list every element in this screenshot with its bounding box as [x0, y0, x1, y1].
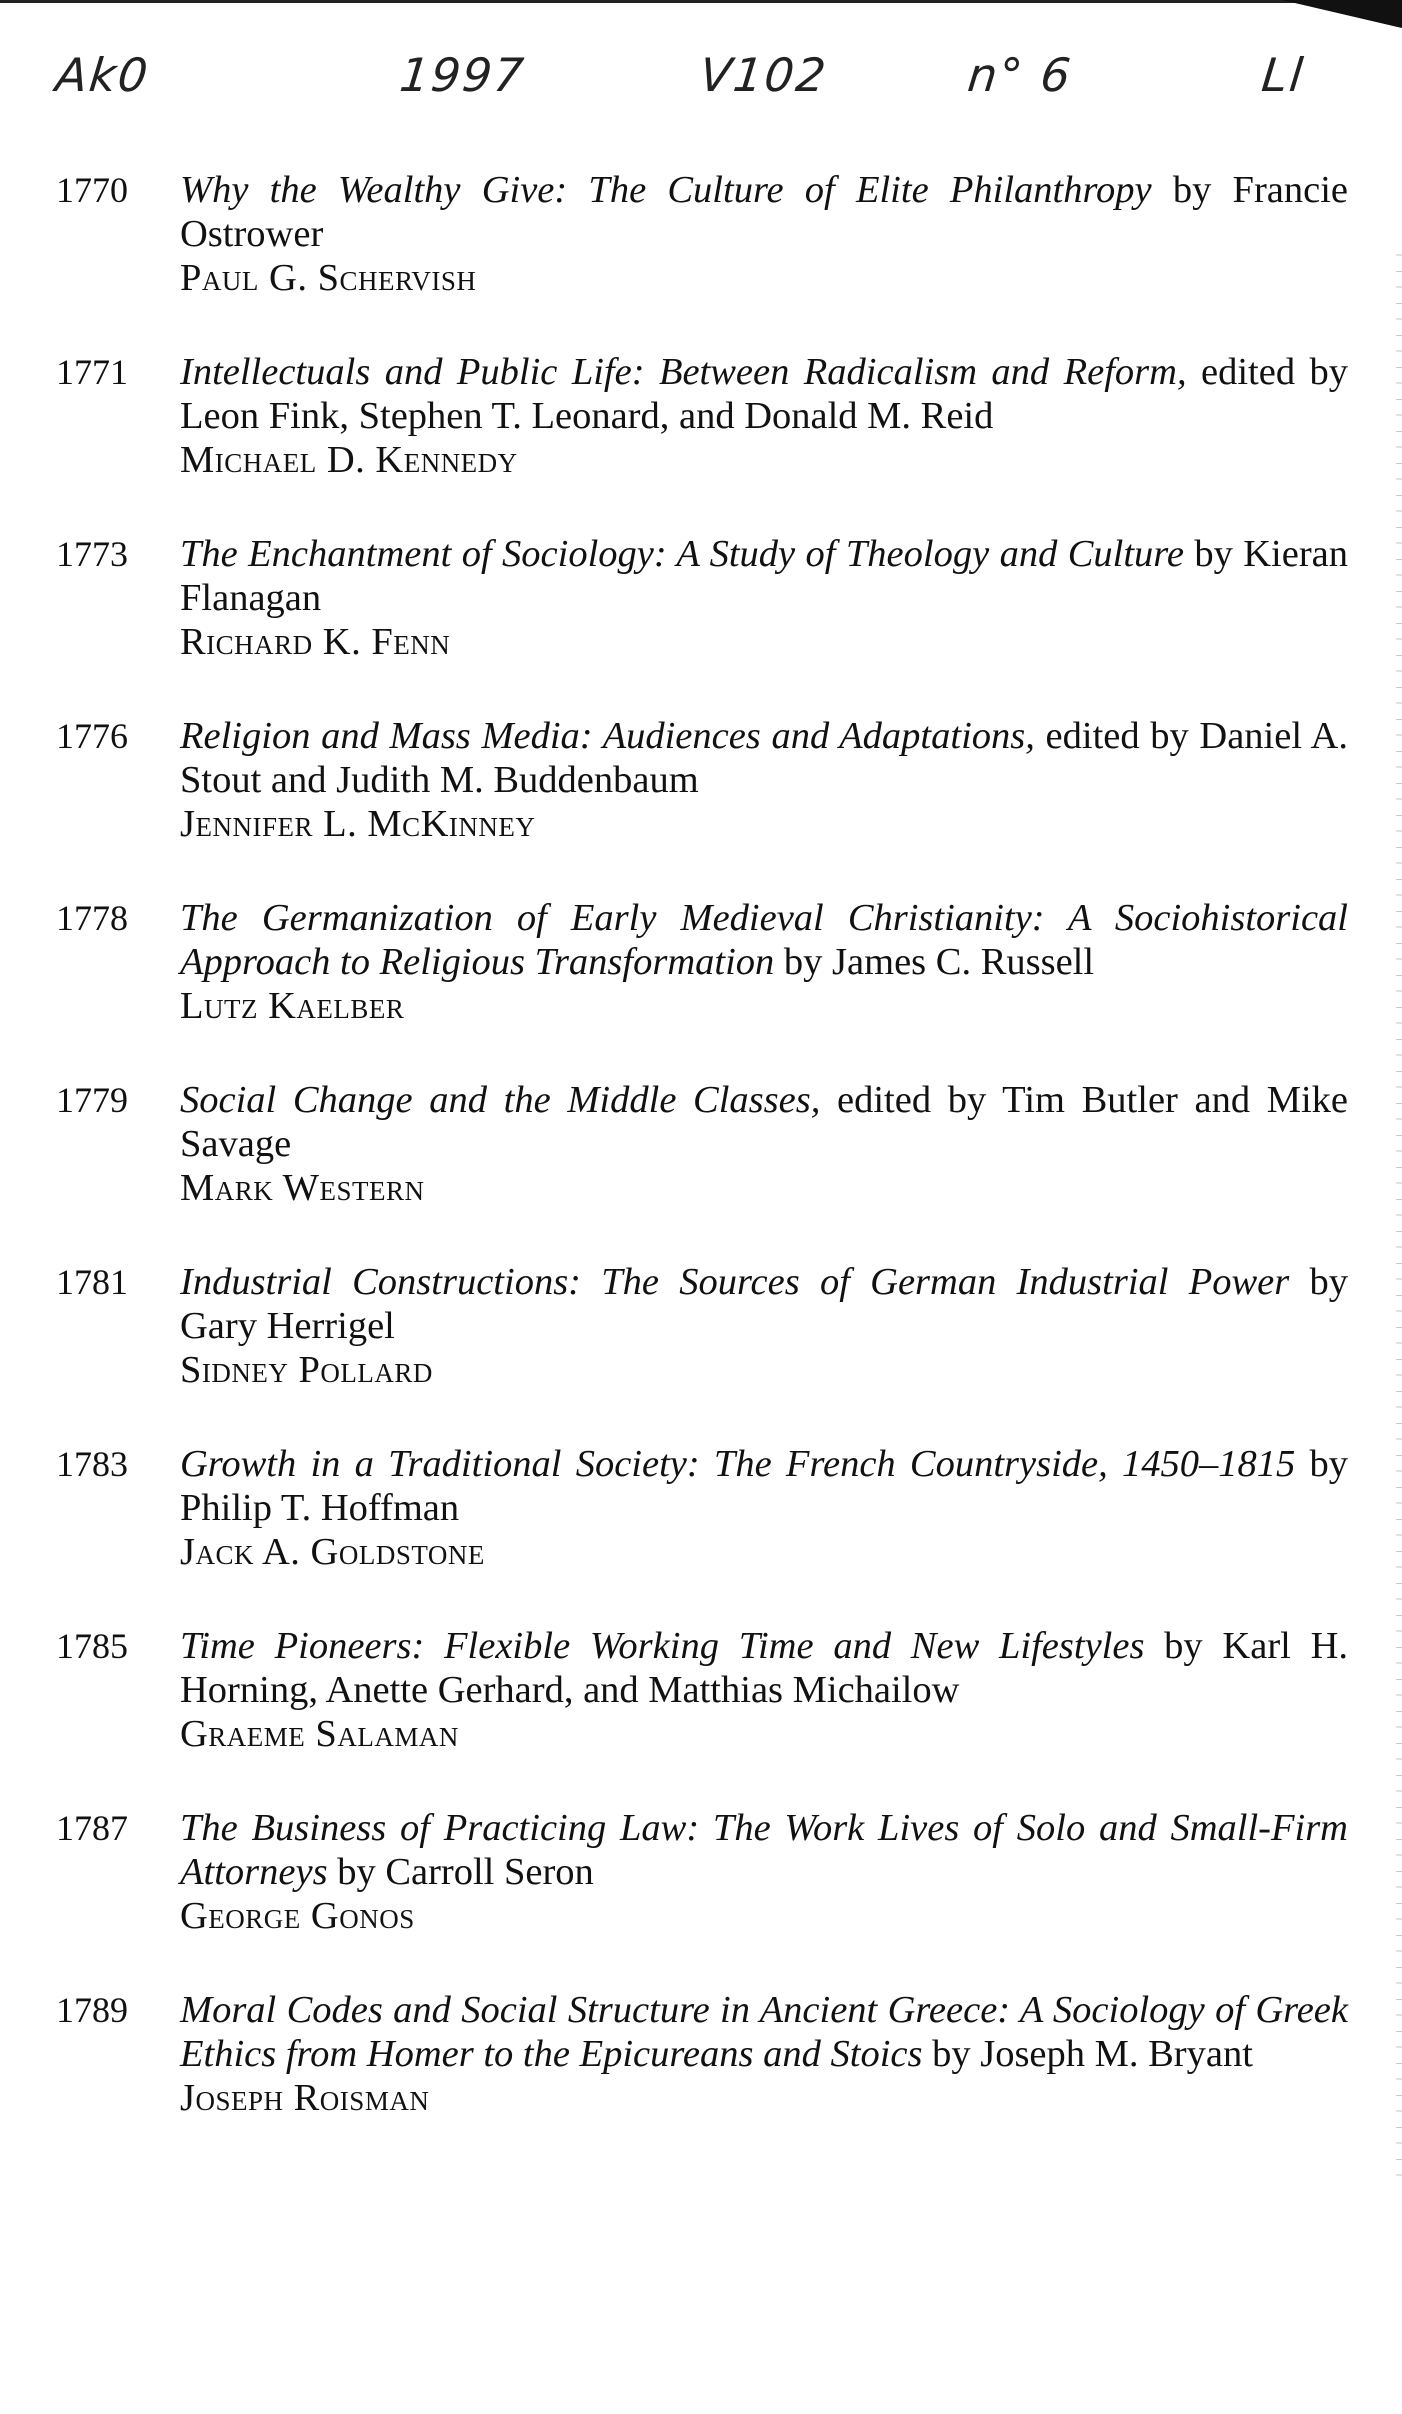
book-details: by James C. Russell [774, 941, 1095, 983]
book-title: The Enchantment of Sociology: A Study of Theology and Culture [180, 533, 1184, 575]
reviewer-name: Jennifer L. McKinney [180, 803, 536, 845]
book-details: edited by Tim Butler and Mike Savage [180, 1079, 1348, 1165]
handwritten-note: Ak0 [53, 48, 153, 102]
reviewer-name: Richard K. Fenn [180, 621, 451, 663]
book-title: The Business of Practicing Law: The Work Lives of Solo and Small-Firm Attorneys [180, 1807, 1348, 1893]
entry-body [180, 1260, 1348, 1392]
top-rule [0, 0, 1340, 3]
page-number: 1770 [56, 170, 128, 210]
review-entry [0, 1806, 1402, 1988]
book-title: Moral Codes and Social Structure in Ancient Greece: A Sociology of Greek Ethics from Homer to the Epicureans and Stoics [180, 1989, 1348, 2075]
review-entry [0, 168, 1402, 350]
review-entry [0, 350, 1402, 532]
review-entry [0, 1078, 1402, 1260]
review-entry [0, 1624, 1402, 1806]
entry-body [180, 350, 1348, 482]
entry-body [180, 714, 1348, 846]
page-number: 1785 [56, 1626, 128, 1666]
review-entry [0, 532, 1402, 714]
entry-body [180, 1624, 1348, 1756]
book-details: by Kieran Flanagan [180, 533, 1349, 619]
book-details: by Gary Herrigel [180, 1261, 1349, 1347]
book-details: by Philip T. Hoffman [180, 1443, 1348, 1529]
entry-body [180, 1806, 1348, 1938]
entry-body [180, 1078, 1348, 1210]
page-number: 1787 [56, 1808, 128, 1848]
handwritten-note: 1997 [397, 48, 528, 102]
reviewer-name: George Gonos [180, 1895, 415, 1937]
reviewer-name: Lutz Kaelber [180, 985, 405, 1027]
review-list [0, 168, 1402, 2170]
book-title: Religion and Mass Media: Audiences and Adaptations, [180, 715, 1035, 757]
entry-body [180, 1442, 1348, 1574]
reviewer-name: Joseph Roisman [180, 2077, 430, 2119]
book-title: Why the Wealthy Give: The Culture of Elite Philanthropy [180, 169, 1152, 211]
page-number: 1778 [56, 898, 128, 938]
reviewer-name: Graeme Salaman [180, 1713, 459, 1755]
page-number: 1771 [56, 352, 128, 392]
page-number: 1779 [56, 1080, 128, 1120]
reviewer-name: Jack A. Goldstone [180, 1531, 485, 1573]
entry-body [180, 168, 1348, 300]
review-entry [0, 1260, 1402, 1442]
handwritten-note: Ll [1259, 48, 1308, 102]
handwritten-note: n° 6 [965, 48, 1075, 102]
page-number: 1773 [56, 534, 128, 574]
corner-mark [1282, 0, 1402, 28]
book-title: Intellectuals and Public Life: Between Radicalism and Reform, [180, 351, 1187, 393]
page-number: 1781 [56, 1262, 128, 1302]
reviewer-name: Michael D. Kennedy [180, 439, 518, 481]
review-entry [0, 714, 1402, 896]
book-title: Industrial Constructions: The Sources of German Industrial Power [180, 1261, 1290, 1303]
book-details: edited by Daniel A. Stout and Judith M. Buddenbaum [180, 715, 1348, 801]
entry-body [180, 532, 1348, 664]
reviewer-name: Paul G. Schervish [180, 257, 477, 299]
book-details: by Francie Ostrower [180, 169, 1348, 255]
book-title: Growth in a Traditional Society: The French Countryside, 1450–1815 [180, 1443, 1296, 1485]
page-number: 1783 [56, 1444, 128, 1484]
book-details: by Carroll Seron [327, 1851, 594, 1893]
page-number: 1776 [56, 716, 128, 756]
review-entry [0, 1442, 1402, 1624]
entry-body [180, 1988, 1348, 2120]
book-title: The Germanization of Early Medieval Christianity: A Sociohistorical Approach to Religious Transformation [180, 897, 1348, 983]
entry-body [180, 896, 1348, 1028]
reviewer-name: Sidney Pollard [180, 1349, 433, 1391]
book-details: edited by Leon Fink, Stephen T. Leonard, and Donald M. Reid [180, 351, 1348, 437]
review-entry [0, 896, 1402, 1078]
review-entry [0, 1988, 1402, 2170]
handwritten-header [0, 48, 1402, 138]
handwritten-note: V102 [697, 48, 831, 102]
reviewer-name: Mark Western [180, 1167, 425, 1209]
page-number: 1789 [56, 1990, 128, 2030]
book-title: Time Pioneers: Flexible Working Time and New Lifestyles [180, 1625, 1145, 1667]
book-details: by Karl H. Horning, Anette Gerhard, and Matthias Michailow [180, 1625, 1349, 1711]
book-title: Social Change and the Middle Classes, [180, 1079, 821, 1121]
book-details: by Joseph M. Bryant [922, 2033, 1253, 2075]
